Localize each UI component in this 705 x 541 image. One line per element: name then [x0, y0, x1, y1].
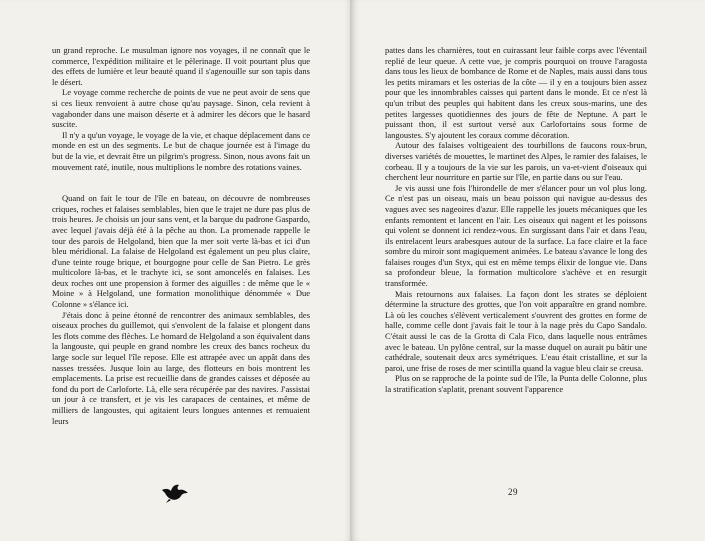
paragraph: Quand on fait le tour de l'île en bateau, on découvre de nombreuses criques, roches et falaises semblables, bien que le trajet ne dure pas plus de trois heures. Je choisis un jour sans vent, et la barque du padrone Gaspardo, avec lequel j'avais déjà été à la pêche au thon. La promenade rappelle le tour des parois de Helgoland, bien que la mer soit verte là-bas et ici d'un bleu méridional. La falaise de Helgoland est également un peu plus claire, d'une teinte rouge brique, et bourgogne pour celle de San Pietro. Le grès multicolore là-bas, et le trachyte ici, se sont amoncelés en falaises. Les deux roches ont une propension à former des aiguilles : de même que le « Moine » à Helgoland, une formation monolithique dénommée « Due Colonne » s'élance ici.	[52, 193, 310, 310]
paragraph: un grand reproche. Le musulman ignore nos voyages, il ne connaît que le commerce, l'expédition militaire et le pèlerinage. Il voit pourtant plus que des effets de lumière et leur beauté quand il s'agenouille sur son tapis dans le désert.	[52, 45, 310, 87]
paragraph: Mais retournons aux falaises. La façon dont les strates se déploient détermine la structure des grottes, que l'on voit apparaître en grand nombre. Là où les couches s'élèvent verticalement s'ouvrent des grottes en forme de halle, comme celle dont j'avais fait le tour à la nage près du Capo Sandalo. C'était aussi le cas de la Grotta di Cala Fico, dans laquelle nous entrâmes avec le bateau. Un pylône central, sur la masse duquel on aurait pu bâtir une cathédrale, soutenait deux arcs symétriques. L'eau était cristalline, et sur la paroi, une frise de roses de mer scintilla quand la vague bleu clair se creusa.	[385, 288, 647, 373]
paragraph: Je vis aussi une fois l'hirondelle de mer s'élancer pour un vol plus long. Ce n'est pas un oiseau, mais un beau poisson qui navigue au-dessus des vagues avec ses nageoires d'azur. Elle rappelle les jouets mécaniques que les enfants remontent et lancent en l'air. Les oiseaux qui nagent et les poissons qui volent se donnent ici rendez-vous. En surgissant dans l'air et dans l'eau, ils entrelacent leurs arabesques autour de la surface. La face claire et la face sombre du miroir sont magiquement animées. Le bateau s'avance le long des falaises rouges d'un Styx, qui est en même temps élixir de longue vie. Dans sa profondeur bleue, la formation multicolore s'achève et en resurgit transformée.	[385, 182, 647, 289]
page-number: 29	[508, 487, 518, 497]
right-text-column	[385, 45, 647, 395]
right-page	[352, 0, 705, 541]
paragraph: Plus on se rapproche de la pointe sud de l'île, la Punta delle Colonne, plus la stratification s'aplatit, prenant souvent l'apparence	[385, 373, 647, 394]
paragraph: pattes dans les charnières, tout en cuirassant leur faible corps avec l'éventail replié de leur queue. A cette vue, je compris pourquoi on trouve l'aragosta dans tous les lieux de bombance de Rome et de Naples, mais aussi dans tous les petits miramars et les osterias de la côte — il y en a toujours bien assez pour que les innombrables caisses qui partent dans le monde. Et ce n'est là qu'un tribut des peuples qui habitent dans les creux sous-marins, une des petites largesses quotidiennes des jours de fête de Neptune. A part le puissant thon, il est surtout versé aux Carlofortains sous forme de langoustes. S'y ajoutent les coraux comme décoration.	[385, 45, 647, 140]
left-text-column	[52, 45, 310, 426]
bird-vignette-icon	[160, 480, 190, 504]
paragraph: Il n'y a qu'un voyage, le voyage de la vie, et chaque déplacement dans ce monde en est un des segments. Le but de chaque journée est à l'image du but de la vie, et devrait être un pilgrim's progress. Sinon, nous avons fait un mouvement raté, inutile, nous multiplions le nombre des rotations vaines.	[52, 129, 310, 172]
paragraph: Le voyage comme recherche de points de vue ne peut avoir de sens que si ces lieux renvoient à autre chose qu'au paysage. Sinon, cela revient à vagabonder dans une maison déserte et à admirer les décors que le hasard suscite.	[52, 87, 310, 130]
left-page	[0, 0, 352, 541]
paragraph: J'étais donc à peine étonné de rencontrer des animaux semblables, des oiseaux proches du guillemot, qui s'envolent de la falaise et plongent dans les flots comme des flèches. Le homard de Helgoland a son équivalent dans la langouste, qui peuple en grand nombre les creux des bancs rocheux du large socle sur lequel l'île repose. Elle est attrapée avec un appât dans des nasses tressées. Jusque loin au large, des flotteurs en bois montrent les emplacements. La prise est recueillie dans de grandes caisses et déposée au fond du port de Carloforte. Là, elle sera récupérée par des navires. J'assistai un jour à ce transfert, et je vis les carapaces de centaines, et même de milliers de langoustes, qui agitaient leurs longues antennes et remuaient leurs	[52, 309, 310, 426]
paragraph: Autour des falaises voltigeaient des tourbillons de faucons roux-brun, diverses variétés de mouettes, le martinet des Alpes, le ramier des falaises, le corbeau. Il y a toujours de la vie sur les parois, un va-et-vient d'oiseaux qui cherchent leur nourriture en partie sur l'île, en partie dans ou sur l'eau.	[385, 140, 647, 183]
